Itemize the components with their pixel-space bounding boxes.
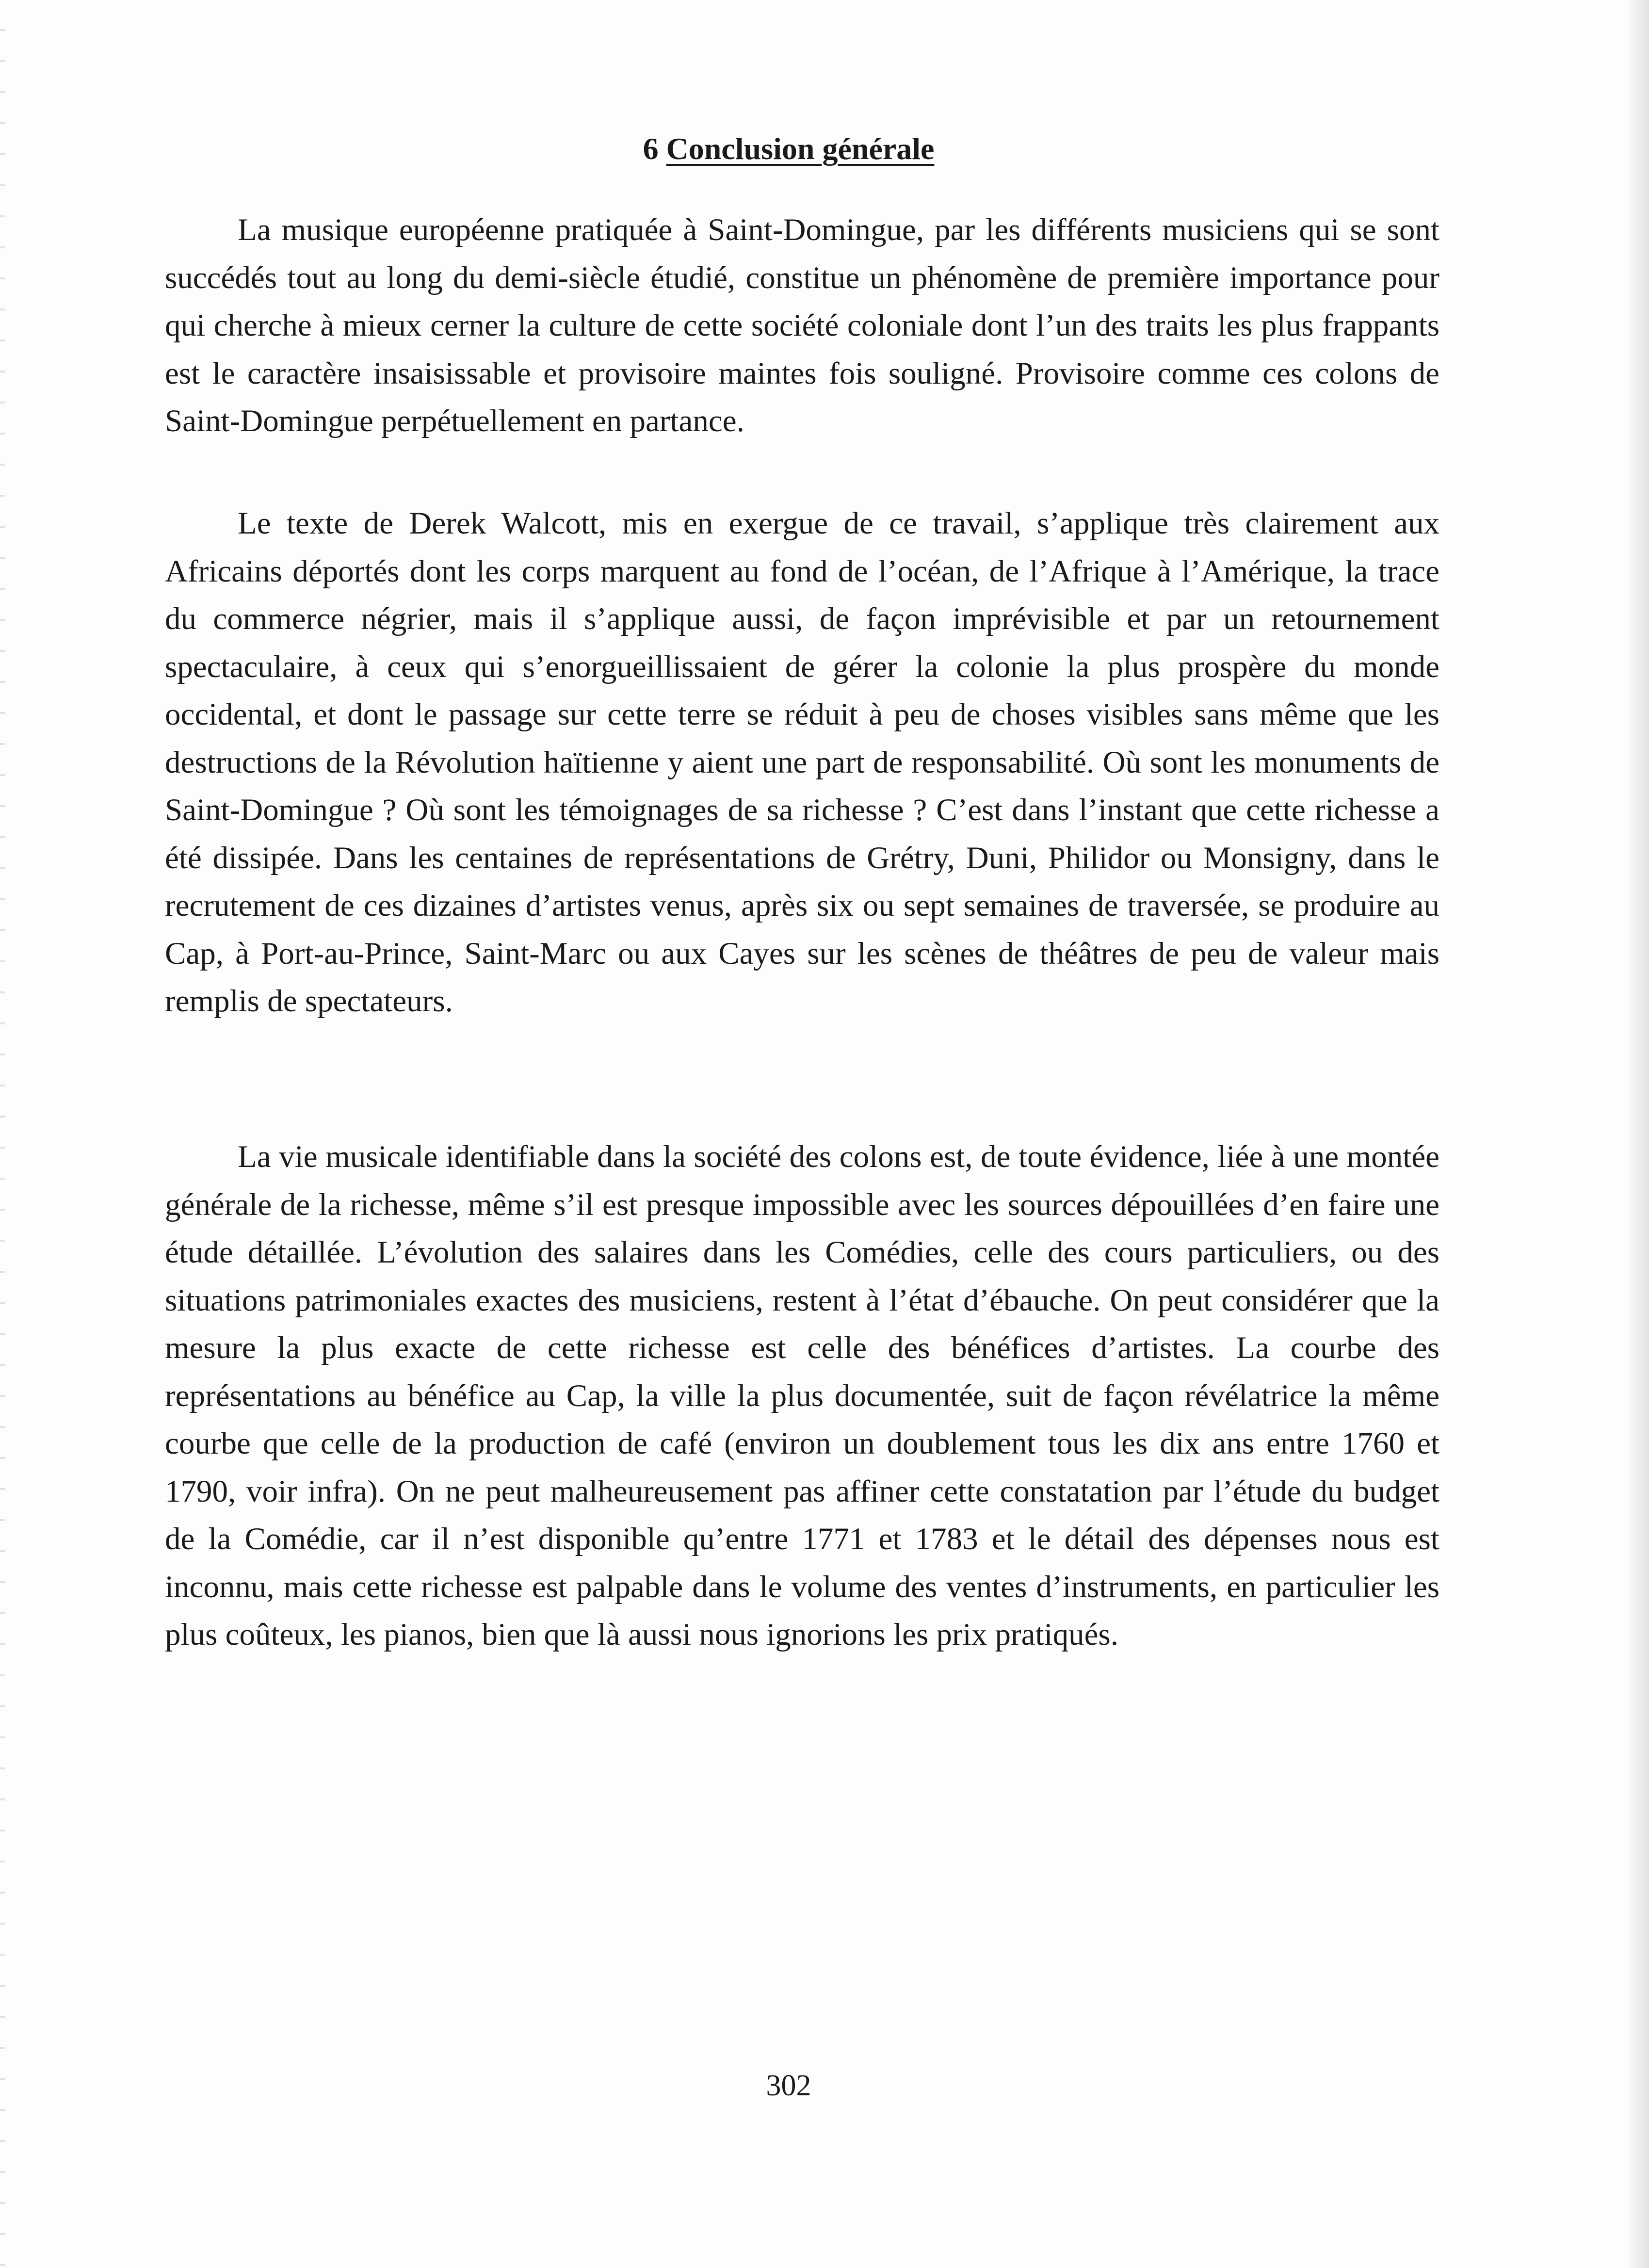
section-heading (0, 127, 1577, 171)
paragraph-3: La vie musicale identifiable dans la société des colons est, de toute évidence, liée à une montée générale de la richesse, même s’il est presque impossible avec les sources dépouillées d’en faire une étude détaillée. L’évolution des salaires dans les Comédies, celle des cours particuliers, ou des situations patrimoniales exactes des musiciens, restent à l’état d’ébauche. On peut considérer que la mesure la plus exacte de cette richesse est celle des bénéfices d’artistes. La courbe des représentations au bénéfice au Cap, la ville la plus documentée, suit de façon révélatrice la même courbe que celle de la production de café (environ un doublement tous les dix ans entre 1760 et 1790, voir infra). On ne peut malheureusement pas affiner cette constatation par l’étude du budget de la Comédie, car il n’est disponible qu’entre 1771 et 1783 et le détail des dépenses nous est inconnu, mais cette richesse est palpable dans le volume des ventes d’instruments, en particulier les plus coûteux, les pianos, bien que là aussi nous ignorions les prix pratiqués. (165, 1139, 1439, 1652)
scan-edge-left (0, 0, 5, 2268)
paragraph-1: La musique européenne pratiquée à Saint-Domingue, par les différents musiciens qui se sont succédés tout au long du demi-siècle étudié, constitue un phénomène de première importance pour qui cherche à mieux cerner la culture de cette société coloniale dont l’un des traits les plus frappants est le caractère insaisissable et provisoire maintes fois souligné. Provisoire comme ces colons de Saint-Domingue perpétuellement en partance. (165, 212, 1439, 438)
page-number: 302 (766, 2069, 811, 2102)
paragraph-2: Le texte de Derek Walcott, mis en exergue de ce travail, s’applique très clairement aux Africains déportés dont les corps marquent au fond de l’océan, de l’Afrique à l’Amérique, la trace du commerce négrier, mais il s’applique aussi, de façon imprévisible et par un retournement spectaculaire, à ceux qui s’enorgueillissaient de gérer la colonie la plus prospère du monde occidental, et dont le passage sur cette terre se réduit à peu de choses visibles sans même que les destructions de la Révolution haïtienne y aient une part de responsabilité. Où sont les monuments de Saint-Domingue ? Où sont les témoignages de sa richesse ? C’est dans l’instant que cette richesse a été dissipée. Dans les centaines de représentations de Grétry, Duni, Philidor ou Monsigny, dans le recrutement de ces dizaines d’artistes venus, après six ou sept semaines de traversée, se produire au Cap, à Port-au-Prince, Saint-Marc ou aux Cayes sur les scènes de théâtres de peu de valeur mais remplis de spectateurs. (165, 506, 1439, 1019)
section-number: 6 (643, 131, 659, 166)
scan-edge-right (1627, 0, 1649, 2268)
section-title: Conclusion générale (666, 131, 935, 166)
